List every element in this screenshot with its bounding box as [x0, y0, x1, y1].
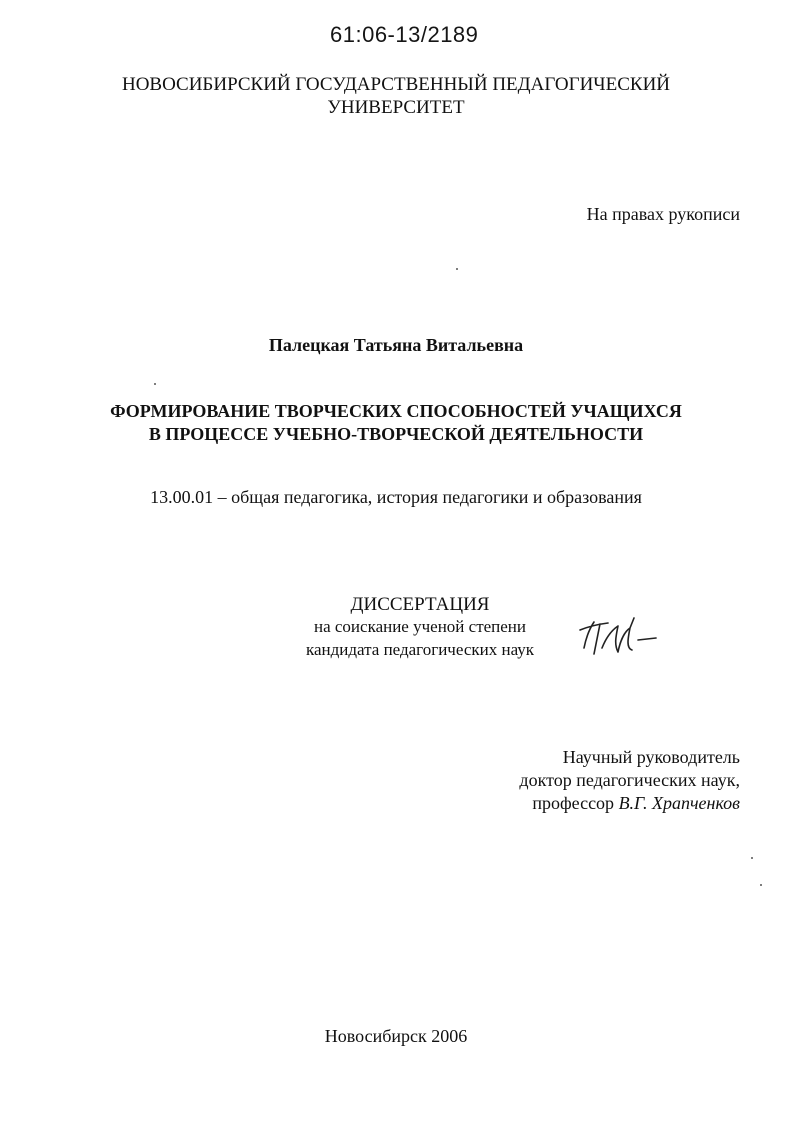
university-name-line1: НОВОСИБИРСКИЙ ГОСУДАРСТВЕННЫЙ ПЕДАГОГИЧЕСКИЙ	[121, 74, 671, 95]
rights-note: На правах рукописи	[586, 204, 740, 224]
supervisor-label: Научный руководитель	[562, 747, 740, 767]
handwritten-signature	[572, 608, 662, 668]
dissertation-heading: ДИССЕРТАЦИЯ	[350, 594, 490, 615]
author-name: Палецкая Татьяна Витальевна	[268, 335, 524, 355]
university-name-line2: УНИВЕРСИТЕТ	[327, 97, 465, 118]
supervisor-title: профессор	[532, 793, 619, 813]
supervisor-name: В.Г. Храпченков	[618, 793, 740, 813]
scan-speck	[456, 268, 458, 270]
specialty-code: 13.00.01 – общая педагогика, история педагогики и образования	[150, 487, 642, 507]
archive-code: 61:06-13/2189	[330, 22, 479, 47]
dissertation-title-line1: ФОРМИРОВАНИЕ ТВОРЧЕСКИХ СПОСОБНОСТЕЙ УЧАЩИХСЯ	[110, 401, 682, 421]
dissertation-title-line2: В ПРОЦЕССЕ УЧЕБНО-ТВОРЧЕСКОЙ ДЕЯТЕЛЬНОСТИ	[148, 424, 644, 444]
degree-line2: кандидата педагогических наук	[305, 640, 535, 659]
supervisor-name-line	[532, 792, 740, 815]
supervisor-degree: доктор педагогических наук,	[519, 770, 740, 790]
scan-speck	[751, 857, 753, 859]
degree-line1: на соискание ученой степени	[313, 617, 527, 636]
city-year: Новосибирск 2006	[324, 1026, 468, 1046]
scan-speck	[760, 884, 762, 886]
scan-speck	[154, 383, 156, 385]
